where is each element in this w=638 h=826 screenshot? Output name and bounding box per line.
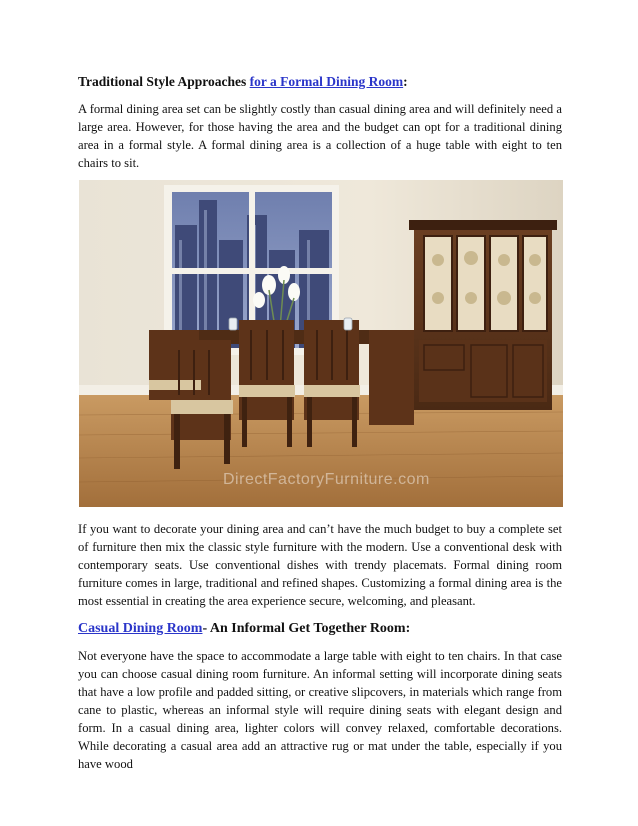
paragraph-text: If you want to decorate your dining area and can’t have the much budget to buy a complete set of furniture then mix the classic style furniture with the modern. Use a conventional desk with contemporary seats. Use conventional dishes with trendy placemats. Formal dining room furniture comes in large, traditional and refined shapes. Customizing a formal dining area is the most essential in creating the area experience secure, welcoming, and pleasant. — [78, 522, 562, 608]
paragraph-text: A formal dining area set can be slightly costly than casual dining area and will definitely need a large area. However, for those having the area and the budget can opt for a traditional dining area in a formal style. A formal dining area is a collection of a huge table with eight to ten chairs to sit. — [78, 102, 562, 170]
section-heading-casual — [78, 620, 562, 638]
paragraph-text: Not everyone have the space to accommodate a large table with eight to ten chairs. In that case you can choose casual dining room furniture. An informal setting will incorporate dining seats that have a low profile and padded sitting, or creative slipcovers, in materials which range from cane to plastic, whereas an informal style will require dining seats with elegant design and form. In a casual dining area, lighter colors will convey relaxed, comfortable decorations. While decorating a casual area add an attractive rug or mat under the table, especially if you have wood — [78, 649, 562, 771]
casual-dining-room-link[interactable]: Casual Dining Room — [78, 621, 203, 636]
formal-dining-room-link[interactable]: for a Formal Dining Room — [249, 74, 404, 89]
heading-suffix: : — [403, 74, 408, 89]
paragraph-formal-intro — [78, 100, 562, 172]
heading-text: Traditional Style Approaches — [78, 74, 250, 89]
dining-room-photo — [79, 180, 563, 507]
paragraph-decorating-tips — [78, 520, 562, 610]
section-heading-formal — [78, 73, 562, 91]
heading-suffix: - An Informal Get Together Room: — [202, 621, 411, 636]
dining-room-illustration — [79, 180, 563, 507]
watermark-text: DirectFactoryFurniture.com — [223, 471, 430, 488]
paragraph-casual-intro — [78, 647, 562, 773]
